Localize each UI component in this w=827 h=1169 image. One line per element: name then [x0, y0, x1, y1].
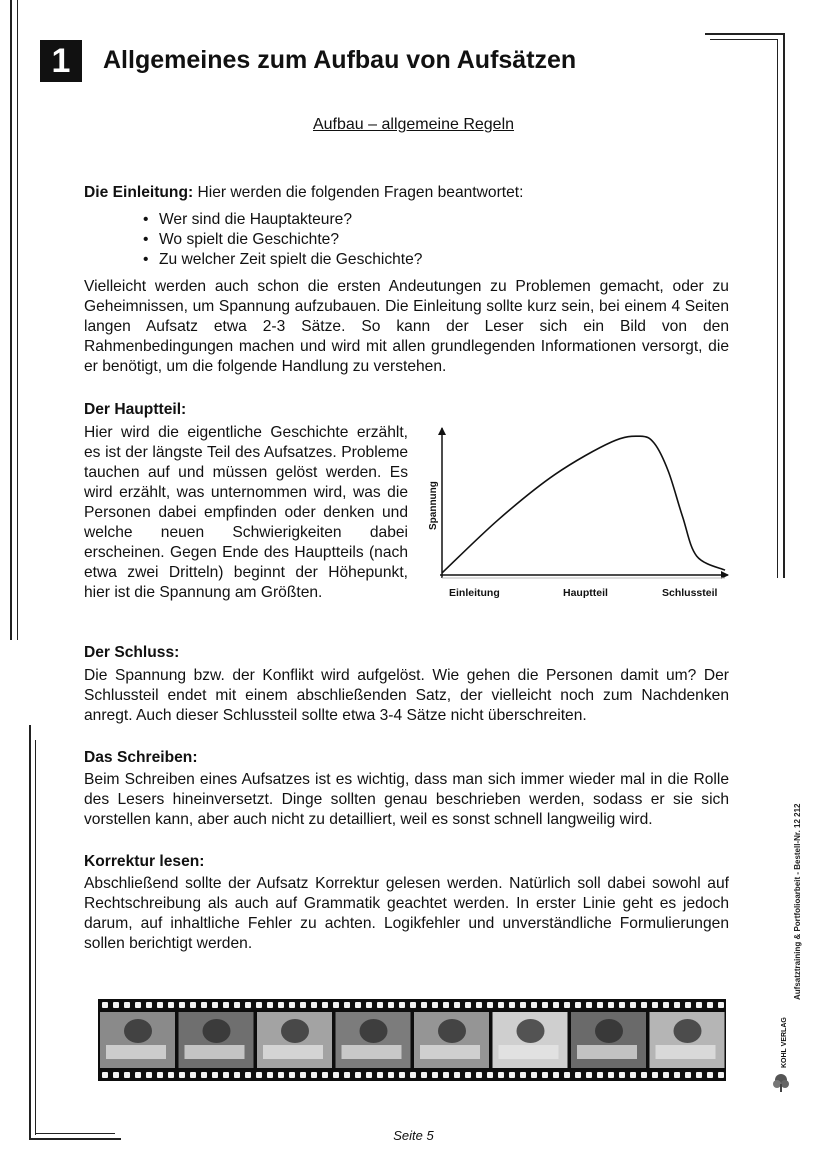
filmstrip-sprocket-hole: [377, 1002, 383, 1008]
filmstrip-sprocket-hole: [542, 1002, 548, 1008]
filmstrip-sprocket-hole: [410, 1002, 416, 1008]
page-title: Allgemeines zum Aufbau von Aufsätzen: [103, 46, 577, 74]
filmstrip-sprocket-hole: [113, 1072, 119, 1078]
filmstrip-frame-paper: [185, 1045, 245, 1059]
hauptteil-paragraph: Hier wird die eigentliche Geschichte erzählt, es ist der längste Teil des Aufsatzes. Probleme tauchen auf und müssen gelöst werden. Es wird erzählt, was unternommen wird, was die Personen dabei empfinden oder denken und welche neuen Schwierigkeiten dabei erscheinen. Gegen Ende des Hauptteils (nach etwa zwei Dritteln) beginnt der Höhepunkt, hier ist die Spannung am Größten.: [84, 424, 408, 601]
filmstrip-sprocket-hole: [223, 1072, 229, 1078]
order-number-sidebar-text: Aufsatztraining & Portfolioarbeit - Bestell-Nr. 12 212: [793, 803, 802, 1000]
filmstrip-frame-paper: [106, 1045, 166, 1059]
filmstrip-frame-paper: [420, 1045, 480, 1059]
filmstrip-frame-paper: [263, 1045, 323, 1059]
chart-series-line: [442, 436, 725, 573]
filmstrip-sprocket-hole: [476, 1002, 482, 1008]
schreiben-paragraph: Beim Schreiben eines Aufsatzes ist es wichtig, dass man sich immer wieder mal in die Rolle des Lesers hineinversetzt. Dinge sollten genau beschrieben werden, sodass er sie sich vorstellen kann, aber auch nicht zu detailliert, weil es sonst schnell langweilig wird.: [84, 771, 729, 828]
filmstrip-sprocket-hole: [190, 1002, 196, 1008]
einleitung-intro: Hier werden die folgenden Fragen beantwortet:: [193, 184, 524, 201]
list-item: • Wo spielt die Geschichte?: [143, 230, 729, 250]
chart-x-tick-label: Schlussteil: [662, 587, 718, 599]
filmstrip-sprocket-hole: [113, 1002, 119, 1008]
filmstrip-sprocket-hole: [124, 1072, 130, 1078]
filmstrip-sprocket-hole: [487, 1002, 493, 1008]
filmstrip-sprocket-hole: [575, 1072, 581, 1078]
filmstrip-sprocket-hole: [674, 1002, 680, 1008]
frame-right-top-inner: [710, 39, 778, 40]
filmstrip-sprocket-hole: [311, 1002, 317, 1008]
filmstrip-sprocket-hole: [630, 1072, 636, 1078]
filmstrip-frame-figure: [517, 1019, 545, 1043]
filmstrip-sprocket-hole: [124, 1002, 130, 1008]
filmstrip-sprocket-hole: [102, 1072, 108, 1078]
frame-right-top: [705, 33, 785, 35]
filmstrip-sprocket-hole: [168, 1002, 174, 1008]
filmstrip-sprocket-hole: [245, 1072, 251, 1078]
filmstrip-sprocket-hole: [564, 1002, 570, 1008]
filmstrip-frame-paper: [342, 1045, 402, 1059]
filmstrip-sprocket-hole: [179, 1002, 185, 1008]
filmstrip-sprocket-hole: [476, 1072, 482, 1078]
filmstrip-sprocket-hole: [300, 1002, 306, 1008]
filmstrip-sprocket-hole: [487, 1072, 493, 1078]
filmstrip-sprocket-hole: [619, 1002, 625, 1008]
filmstrip-sprocket-hole: [454, 1072, 460, 1078]
filmstrip-sprocket-hole: [465, 1002, 471, 1008]
filmstrip-sprocket-hole: [355, 1002, 361, 1008]
chart-x-tick-label: Hauptteil: [563, 587, 608, 599]
filmstrip-sprocket-hole: [311, 1072, 317, 1078]
filmstrip-frame-figure: [124, 1019, 152, 1043]
filmstrip-sprocket-hole: [388, 1002, 394, 1008]
filmstrip-image: [98, 999, 726, 1081]
filmstrip-sprocket-hole: [333, 1072, 339, 1078]
filmstrip-sprocket-hole: [256, 1002, 262, 1008]
filmstrip-sprocket-hole: [322, 1072, 328, 1078]
filmstrip-sprocket-hole: [366, 1072, 372, 1078]
filmstrip-sprocket-hole: [267, 1002, 273, 1008]
filmstrip-sprocket-hole: [685, 1072, 691, 1078]
filmstrip-sprocket-hole: [168, 1072, 174, 1078]
einleitung-paragraph: Vielleicht werden auch schon die ersten Andeutungen zu Problemen gemacht, oder zu Geheimnissen, um Spannung aufzubauen. Die Einleitung sollte kurz sein, bei einem 4 Seiten langen Aufsatz etwa 2-3 Sätze. So kann der Leser sich ein Bild von den Rahmenbedingungen machen und wird mit allen grundlegenden Informationen versorgt, die er benötigt, um die folgende Handlung zu verstehen.: [84, 278, 729, 375]
filmstrip-sprocket-hole: [223, 1002, 229, 1008]
einleitung-intro-line: [84, 183, 729, 203]
frame-bottom-left-vertical-inner: [35, 740, 36, 1135]
filmstrip-sprocket-hole: [597, 1072, 603, 1078]
frame-right-vertical: [783, 33, 785, 578]
section-einleitung: [84, 183, 729, 377]
schreiben-heading: Das Schreiben:: [84, 749, 198, 766]
filmstrip-sprocket-hole: [520, 1002, 526, 1008]
filmstrip-sprocket-hole: [421, 1072, 427, 1078]
filmstrip-sprocket-hole: [718, 1072, 724, 1078]
publisher-logo-text: KOHL VERLAG: [781, 1017, 788, 1068]
korrektur-heading: Korrektur lesen:: [84, 853, 205, 870]
filmstrip-sprocket-hole: [102, 1002, 108, 1008]
filmstrip-sprocket-hole: [663, 1002, 669, 1008]
filmstrip-sprocket-hole: [377, 1072, 383, 1078]
filmstrip-sprocket-hole: [355, 1072, 361, 1078]
filmstrip-sprocket-hole: [443, 1072, 449, 1078]
filmstrip-sprocket-hole: [509, 1002, 515, 1008]
filmstrip-sprocket-hole: [641, 1002, 647, 1008]
page-number: Seite 5: [393, 1128, 434, 1143]
filmstrip-sprocket-hole: [586, 1072, 592, 1078]
filmstrip-frame-figure: [674, 1019, 702, 1043]
filmstrip-sprocket-hole: [344, 1002, 350, 1008]
filmstrip-sprocket-hole: [619, 1072, 625, 1078]
filmstrip-sprocket-hole: [498, 1002, 504, 1008]
filmstrip-sprocket-hole: [421, 1002, 427, 1008]
frame-bottom-left-vertical: [29, 725, 31, 1140]
filmstrip-sprocket-hole: [300, 1072, 306, 1078]
hauptteil-heading: Der Hauptteil:: [84, 401, 187, 418]
filmstrip-sprocket-hole: [234, 1002, 240, 1008]
filmstrip-sprocket-hole: [454, 1002, 460, 1008]
filmstrip-sprocket-hole: [146, 1002, 152, 1008]
filmstrip-sprocket-hole: [696, 1002, 702, 1008]
list-item: • Zu welcher Zeit spielt die Geschichte?: [143, 250, 729, 270]
filmstrip-sprocket-hole: [509, 1072, 515, 1078]
filmstrip-sprocket-hole: [531, 1072, 537, 1078]
filmstrip-sprocket-hole: [333, 1002, 339, 1008]
filmstrip-sprocket-hole: [135, 1072, 141, 1078]
chart-x-tick-label: Einleitung: [449, 587, 500, 599]
filmstrip-sprocket-hole: [564, 1072, 570, 1078]
chapter-number-badge: 1: [40, 40, 82, 82]
filmstrip-sprocket-hole: [146, 1072, 152, 1078]
filmstrip-sprocket-hole: [289, 1002, 295, 1008]
filmstrip-sprocket-hole: [465, 1072, 471, 1078]
filmstrip-sprocket-hole: [157, 1002, 163, 1008]
filmstrip-sprocket-hole: [201, 1002, 207, 1008]
korrektur-paragraph: Abschließend sollte der Aufsatz Korrektur gelesen werden. Natürlich soll dabei sowohl auf Rechtschreibung als auch auf Grammatik geachtet werden. In erster Linie geht es jedoch darum, auf inhaltliche Fehler zu achten. Logikfehler und unverständliche Formulierungen sollen berichtigt werden.: [84, 875, 729, 952]
filmstrip-sprocket-hole: [410, 1072, 416, 1078]
frame-left-inner: [17, 0, 18, 640]
filmstrip-sprocket-hole: [289, 1072, 295, 1078]
filmstrip-sprocket-hole: [212, 1002, 218, 1008]
filmstrip-sprocket-hole: [366, 1002, 372, 1008]
list-item: • Wer sind die Hauptakteure?: [143, 210, 729, 230]
filmstrip-sprocket-hole: [432, 1002, 438, 1008]
filmstrip-sprocket-hole: [234, 1072, 240, 1078]
chart-y-axis-label: Spannung: [428, 481, 439, 530]
filmstrip-sprocket-hole: [256, 1072, 262, 1078]
filmstrip-sprocket-hole: [608, 1002, 614, 1008]
spannung-chart: [420, 420, 740, 610]
filmstrip-sprocket-hole: [267, 1072, 273, 1078]
filmstrip-sprocket-hole: [278, 1002, 284, 1008]
filmstrip-sprocket-hole: [652, 1002, 658, 1008]
filmstrip-sprocket-hole: [399, 1072, 405, 1078]
filmstrip-sprocket-hole: [278, 1072, 284, 1078]
page-subtitle: Aufbau – allgemeine Regeln: [312, 116, 515, 133]
filmstrip-sprocket-hole: [245, 1002, 251, 1008]
filmstrip-frame-figure: [281, 1019, 309, 1043]
publisher-logo: [769, 1010, 799, 1095]
filmstrip-sprocket-hole: [443, 1002, 449, 1008]
filmstrip-sprocket-hole: [641, 1072, 647, 1078]
filmstrip-sprocket-hole: [685, 1002, 691, 1008]
filmstrip-sprocket-hole: [630, 1002, 636, 1008]
filmstrip-sprocket-hole: [586, 1002, 592, 1008]
filmstrip-sprocket-hole: [388, 1072, 394, 1078]
filmstrip-sprocket-hole: [707, 1002, 713, 1008]
einleitung-heading: Die Einleitung:: [84, 184, 194, 201]
filmstrip-frame-paper: [656, 1045, 716, 1059]
filmstrip-sprocket-hole: [575, 1002, 581, 1008]
filmstrip-frame-figure: [203, 1019, 231, 1043]
filmstrip-sprocket-hole: [322, 1002, 328, 1008]
filmstrip-sprocket-hole: [344, 1072, 350, 1078]
filmstrip-frame-paper: [499, 1045, 559, 1059]
schluss-paragraph: Die Spannung bzw. der Konflikt wird aufgelöst. Wie gehen die Personen damit um? Der Schlussteil endet mit einem abschließenden Satz, der vielleicht noch zum Nachdenken anregt. Auch dieser Schlussteil sollte etwa 3-4 Sätze nicht überschreiten.: [84, 667, 729, 724]
filmstrip-sprocket-hole: [157, 1072, 163, 1078]
filmstrip-frame-figure: [360, 1019, 388, 1043]
filmstrip-sprocket-hole: [674, 1072, 680, 1078]
filmstrip-sprocket-hole: [135, 1002, 141, 1008]
filmstrip-sprocket-hole: [399, 1002, 405, 1008]
filmstrip-sprocket-hole: [542, 1072, 548, 1078]
filmstrip-sprocket-hole: [432, 1072, 438, 1078]
filmstrip-frame-figure: [595, 1019, 623, 1043]
schluss-heading: Der Schluss:: [84, 644, 180, 661]
filmstrip-sprocket-hole: [696, 1072, 702, 1078]
filmstrip-sprocket-hole: [201, 1072, 207, 1078]
filmstrip-sprocket-hole: [553, 1002, 559, 1008]
frame-left-outer: [10, 0, 12, 640]
filmstrip-sprocket-hole: [597, 1002, 603, 1008]
filmstrip-sprocket-hole: [663, 1072, 669, 1078]
einleitung-bullet-list: [143, 210, 729, 270]
filmstrip-sprocket-hole: [652, 1072, 658, 1078]
filmstrip-sprocket-hole: [718, 1002, 724, 1008]
filmstrip-sprocket-hole: [498, 1072, 504, 1078]
filmstrip-sprocket-hole: [608, 1072, 614, 1078]
filmstrip-sprocket-hole: [179, 1072, 185, 1078]
filmstrip-sprocket-hole: [531, 1002, 537, 1008]
filmstrip-sprocket-hole: [190, 1072, 196, 1078]
filmstrip-sprocket-hole: [553, 1072, 559, 1078]
filmstrip-frame-paper: [577, 1045, 637, 1059]
filmstrip-sprocket-hole: [212, 1072, 218, 1078]
filmstrip-sprocket-hole: [707, 1072, 713, 1078]
filmstrip-frame-figure: [438, 1019, 466, 1043]
filmstrip-sprocket-hole: [520, 1072, 526, 1078]
